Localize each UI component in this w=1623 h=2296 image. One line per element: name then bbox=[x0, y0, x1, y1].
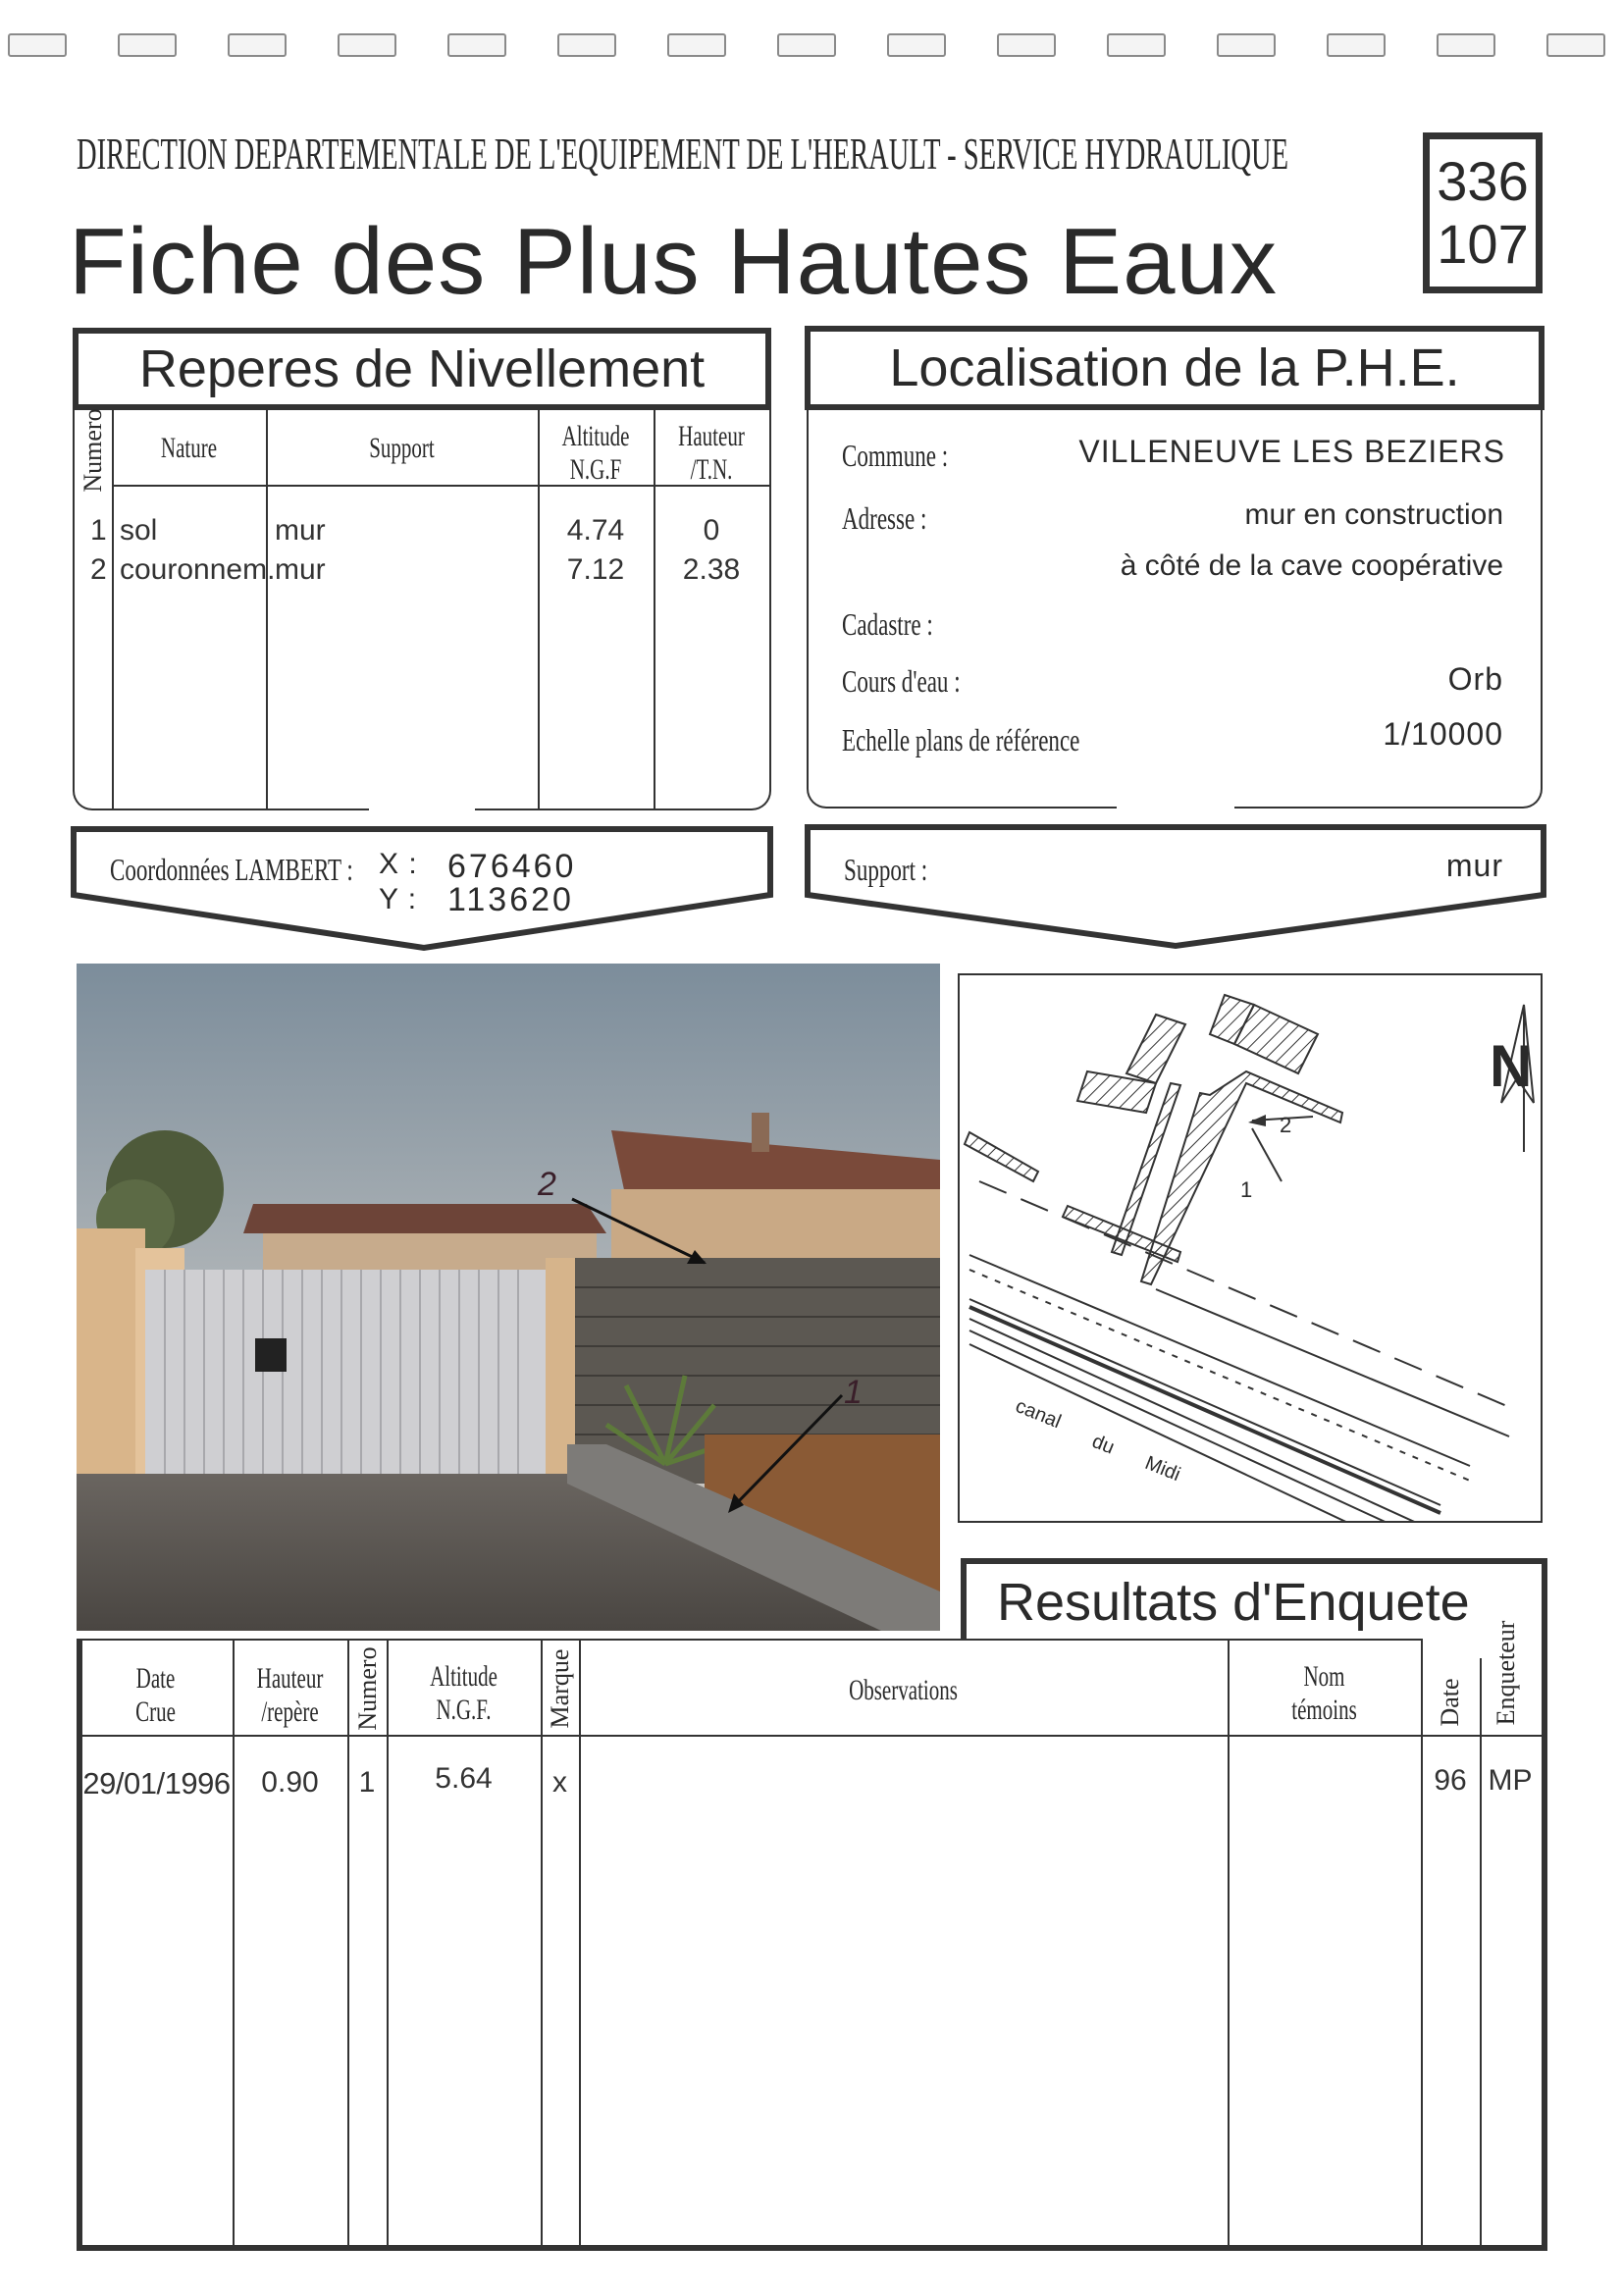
reperes-row-1-hauteur: 0 bbox=[703, 514, 720, 547]
adresse-label: Adresse : bbox=[842, 500, 927, 536]
col-header-altitude-result-line1: Altitude bbox=[430, 1660, 497, 1693]
map-canal-label-1: canal bbox=[1012, 1395, 1065, 1434]
support-value: mur bbox=[1445, 848, 1503, 883]
reperes-row-1-altitude: 4.74 bbox=[566, 514, 625, 547]
col-header-altitude-result bbox=[410, 1660, 518, 1727]
cours-eau-label: Cours d'eau : bbox=[842, 663, 961, 699]
reperes-table bbox=[73, 410, 771, 810]
north-indicator: N bbox=[1490, 1033, 1533, 1099]
binding-hole bbox=[118, 33, 177, 57]
binding-hole bbox=[667, 33, 726, 57]
reperes-row-2-altitude: 7.12 bbox=[566, 553, 625, 586]
binding-hole bbox=[1217, 33, 1276, 57]
lambert-y-label: Y : bbox=[379, 883, 418, 915]
col-header-hauteur bbox=[671, 420, 753, 487]
binding-hole bbox=[777, 33, 836, 57]
col-header-altitude bbox=[555, 420, 637, 487]
photo-marker-1: 1 bbox=[844, 1374, 863, 1411]
photo-marker-2: 2 bbox=[538, 1166, 556, 1203]
fiche-number-top: 336 bbox=[1437, 150, 1529, 212]
location-map bbox=[958, 973, 1543, 1523]
adresse-line-1: mur en construction bbox=[1244, 498, 1503, 531]
reperes-row-1-support: mur bbox=[275, 514, 326, 547]
commune-value: VILLENEUVE LES BEZIERS bbox=[1078, 434, 1505, 469]
binding-hole bbox=[1107, 33, 1166, 57]
col-header-altitude-line1: Altitude bbox=[561, 420, 630, 452]
result-row-1-altitude: 5.64 bbox=[435, 1762, 493, 1795]
binding-hole bbox=[1546, 33, 1605, 57]
echelle-label: Echelle plans de référence bbox=[842, 722, 1080, 757]
binding-hole bbox=[1437, 33, 1495, 57]
col-header-support: Support bbox=[369, 432, 435, 464]
reperes-row-1-nature: sol bbox=[120, 514, 158, 547]
localisation-title-box bbox=[805, 326, 1544, 410]
organization-header: DIRECTION DEPARTEMENTALE DE L'EQUIPEMENT DE L'HERAULT - SERVICE HYDRAULIQUE bbox=[77, 129, 1289, 179]
binding-hole bbox=[447, 33, 506, 57]
col-header-temoins-line1: Nom bbox=[1303, 1660, 1345, 1693]
reperes-row-2-hauteur: 2.38 bbox=[682, 553, 741, 586]
lambert-x-value: 676460 bbox=[447, 848, 577, 885]
reperes-row-1-numero: 1 bbox=[90, 514, 107, 547]
lambert-y-value: 113620 bbox=[447, 881, 574, 918]
reperes-title: Reperes de Nivellement bbox=[138, 339, 706, 398]
reperes-row-2-numero: 2 bbox=[90, 553, 107, 586]
cours-eau-value: Orb bbox=[1447, 661, 1503, 697]
col-header-hauteur-repere-line1: Hauteur bbox=[256, 1662, 324, 1695]
map-marker-1: 1 bbox=[1240, 1177, 1253, 1202]
col-header-hauteur-line2: /T.N. bbox=[690, 453, 733, 486]
echelle-value: 1/10000 bbox=[1383, 716, 1503, 752]
lambert-box bbox=[69, 824, 777, 956]
col-header-hauteur-repere bbox=[250, 1662, 331, 1729]
result-row-1-numero: 1 bbox=[358, 1766, 376, 1799]
commune-label: Commune : bbox=[842, 438, 949, 473]
col-header-marque: Marque bbox=[546, 1648, 574, 1729]
col-header-altitude-line2: N.G.F bbox=[569, 453, 622, 486]
lambert-label: Coordonnées LAMBERT : bbox=[110, 852, 353, 887]
resultats-title: Resultats d'Enquete bbox=[997, 1573, 1470, 1632]
binding-hole bbox=[8, 33, 67, 57]
col-header-numero-result: Numero bbox=[353, 1646, 382, 1731]
col-header-date-enquete: Date bbox=[1436, 1678, 1464, 1727]
fiche-number-bottom: 107 bbox=[1437, 213, 1529, 275]
col-header-nature: Nature bbox=[160, 432, 218, 464]
col-header-hauteur-repere-line2: /repère bbox=[261, 1696, 319, 1728]
col-header-temoins bbox=[1257, 1660, 1392, 1727]
col-header-hauteur-line1: Hauteur bbox=[678, 420, 745, 452]
lambert-x-label: X : bbox=[379, 848, 418, 880]
cadastre-label: Cadastre : bbox=[842, 606, 933, 642]
result-row-1-marque: x bbox=[552, 1766, 567, 1799]
fiche-number-box bbox=[1423, 132, 1543, 293]
col-header-observations: Observations bbox=[849, 1674, 958, 1706]
binding-hole bbox=[997, 33, 1056, 57]
binding-holes bbox=[8, 33, 1617, 57]
adresse-line-2: à côté de la cave coopérative bbox=[1120, 549, 1503, 582]
col-header-date-crue bbox=[102, 1662, 210, 1729]
result-row-1-enqueteur: MP bbox=[1488, 1764, 1533, 1797]
col-header-date-crue-line1: Date bbox=[135, 1662, 176, 1695]
binding-hole bbox=[338, 33, 396, 57]
col-header-date-crue-line2: Crue bbox=[135, 1696, 176, 1728]
localisation-title: Localisation de la P.H.E. bbox=[889, 339, 1460, 397]
binding-hole bbox=[1327, 33, 1386, 57]
reperes-row-2-support: mur bbox=[275, 553, 326, 586]
map-marker-2: 2 bbox=[1280, 1113, 1292, 1137]
map-canal-label-2: du bbox=[1088, 1431, 1118, 1459]
binding-hole bbox=[887, 33, 946, 57]
result-row-1-date-crue: 29/01/1996 bbox=[82, 1766, 231, 1800]
col-header-enqueteur: Enqueteur bbox=[1492, 1620, 1520, 1726]
col-header-numero: Numero bbox=[79, 408, 107, 493]
result-row-1-hauteur: 0.90 bbox=[261, 1766, 319, 1799]
col-header-temoins-line2: témoins bbox=[1291, 1694, 1357, 1726]
binding-hole bbox=[228, 33, 287, 57]
support-label: Support : bbox=[844, 852, 928, 887]
reperes-row-2-nature: couronnem. bbox=[120, 553, 276, 586]
col-header-altitude-result-line2: N.G.F. bbox=[436, 1694, 492, 1726]
map-canal-label-3: Midi bbox=[1141, 1452, 1184, 1487]
result-row-1-date: 96 bbox=[1434, 1764, 1467, 1797]
site-photo bbox=[77, 964, 940, 1631]
binding-hole bbox=[557, 33, 616, 57]
page-title: Fiche des Plus Hautes Eaux bbox=[69, 209, 1278, 314]
reperes-title-box bbox=[73, 328, 771, 410]
support-box bbox=[803, 822, 1548, 954]
